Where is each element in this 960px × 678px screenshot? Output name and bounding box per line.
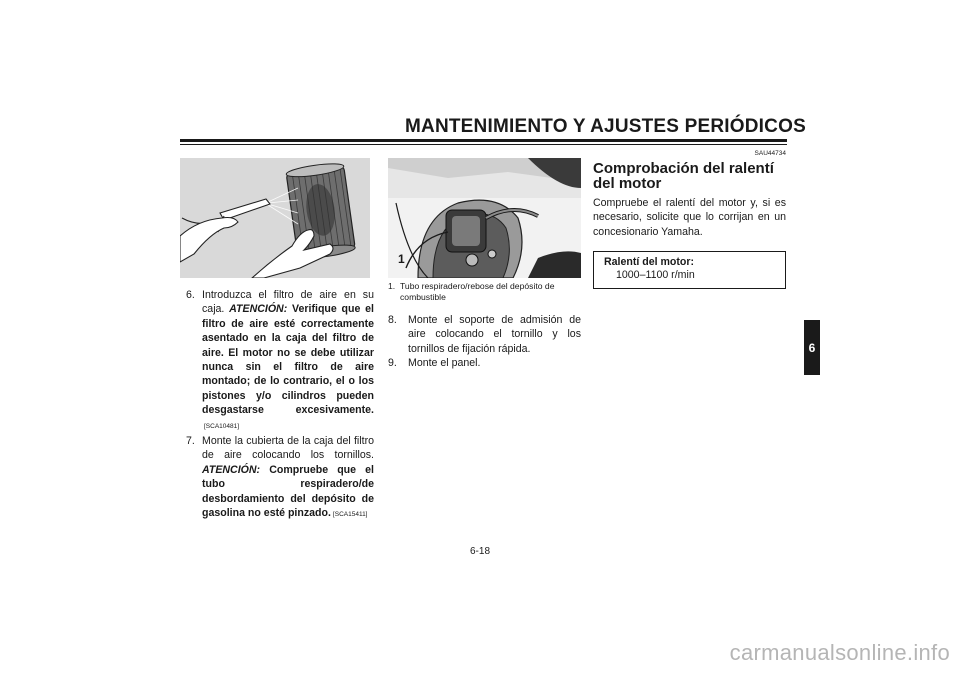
step-number: 8. xyxy=(388,314,397,326)
air-intake-breather-hose-photo xyxy=(388,158,581,278)
air-filter-cleaning-icon xyxy=(180,158,370,278)
spec-value: 1000–1100 r/min xyxy=(616,269,695,282)
spec-box xyxy=(593,251,786,289)
spec-label: Ralentí del motor: xyxy=(604,256,695,269)
chapter-tab-label: 6 xyxy=(808,340,816,355)
caption-number: 1. xyxy=(388,281,396,291)
step-text: Monte el panel. xyxy=(408,357,481,370)
title-rule-thin xyxy=(180,144,787,145)
step-text: Monte la cubierta de la caja del filtro de aire colocando los tornillos. xyxy=(202,435,374,462)
step-number: 6. xyxy=(186,289,195,301)
section-body: Compruebe el ralentí del motor y, si es necesario, solicite que lo corrijan en un concesionario Yamaha. xyxy=(593,197,786,238)
step-text: Monte el soporte de admisión de aire colocando el tornillo y los tornillos de fijación rápida. xyxy=(408,314,581,355)
figure-caption xyxy=(388,281,581,303)
breather-hose-photo-icon xyxy=(388,158,581,278)
page-number: 6-18 xyxy=(469,546,490,557)
chapter-tab[interactable] xyxy=(804,320,820,375)
middle-column xyxy=(388,281,581,371)
list-item xyxy=(186,434,374,522)
page-title: MANTENIMIENTO Y AJUSTES PERIÓDICOS xyxy=(405,116,806,137)
reference-code: [SCA10481] xyxy=(204,422,240,430)
section-title: Comprobación del ralentí del motor xyxy=(593,160,774,192)
step-body xyxy=(202,288,374,434)
warning-text: Compruebe que el tubo respiradero/de desbordamiento del depósito de gasolina no esté pinzado. xyxy=(202,463,374,520)
list-item xyxy=(186,288,374,434)
warning-text: Verifique que el filtro de aire esté correctamente asentado en la caja del filtro de aire. El motor no se debe utilizar nunca sin el filtro de aire montado; de lo contrario, el o los pistones y/o cilindros pueden desgastarse excesivamente. xyxy=(202,303,374,417)
air-filter-cleaning-illustration xyxy=(180,158,370,278)
warning-label: ATENCIÓN: xyxy=(202,463,261,476)
section-code: SAU44734 xyxy=(754,150,786,157)
step-number: 7. xyxy=(186,435,195,448)
step-body xyxy=(202,434,374,522)
watermark: carmanualsonline.info xyxy=(729,640,950,665)
warning-label: ATENCIÓN: xyxy=(229,303,288,316)
figure-callout: 1 xyxy=(398,252,405,266)
left-column xyxy=(186,288,374,523)
step-number: 9. xyxy=(388,357,397,370)
title-rule xyxy=(180,139,787,142)
caption-text: Tubo respiradero/rebose del depósito de combustible xyxy=(400,281,555,302)
right-column xyxy=(593,150,786,289)
reference-code: [SCA15411] xyxy=(332,511,368,519)
list-item xyxy=(388,313,581,356)
step-text: Introduzca el filtro de aire en su caja. xyxy=(202,289,374,316)
list-item xyxy=(388,356,581,370)
